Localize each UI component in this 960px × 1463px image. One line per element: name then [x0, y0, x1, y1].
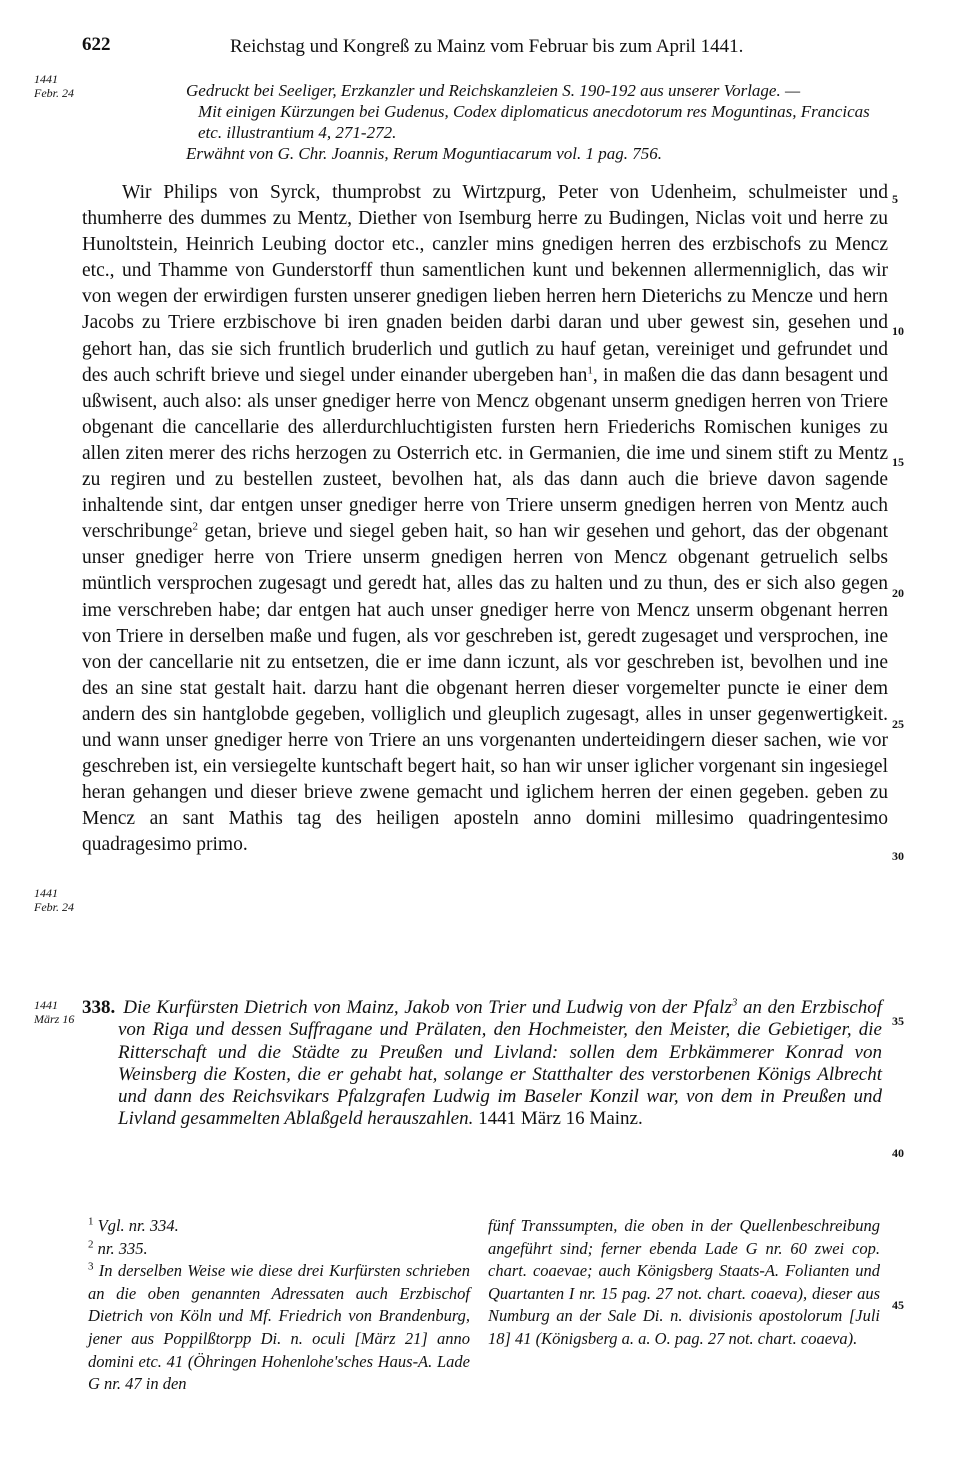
footnote-text: nr. 335.: [97, 1238, 148, 1258]
footnote-mark: 3: [88, 1260, 94, 1273]
body-text-part2: , in maßen die das dann besagent und ußwisent, auch also: als unser gnediger herre von Mencz obgenant unserm gnedigen herren von Triere obgenant die cancellarie des allerdurchluchtigisten fursten hern Friederichs Romischen kuniges zu allen ziten merer des richs herzogen zu Osterrich etc. in Germanien, die ime und sinem stift zu Mentz zu regiren und zu bestellen zusteet, bevolhen hat, als das dann auch die brieve davon sagende inhaltende sint, dar entgen unser gnediger herre von Triere unserm gnedigen herren von Mentz auch verschribunge: [82, 364, 888, 543]
footnote-text: In derselben Weise wie diese drei Kurfürsten schrieben an die oben genannten Adressaten auch Erzbischof Dietrich von Köln und Mf. Friedrich von Brandenburg, jener aus Poppilßtorpp Di. n. oculi [März 21] anno domini etc. 41 (Öhringen Hohenlohe'sches Haus-A. Lade G nr. 47 in den: [88, 1261, 471, 1394]
footnote-mark: 1: [88, 1215, 94, 1228]
footnote-1: [74, 1215, 470, 1238]
margin-day: März 16: [34, 1012, 75, 1026]
footnote-text: Vgl. nr. 334.: [97, 1216, 179, 1235]
line-number-5: 5: [892, 192, 898, 206]
line-number-25: 25: [892, 717, 904, 731]
margin-year: 1441: [34, 886, 58, 900]
entry-338: [82, 997, 882, 1131]
source-line-excerpt: Mit einigen Kürzungen bei Gudenus, Codex diplomaticus anecdotorum res Moguntinas, Francicas etc. illustrantium 4, 271-272.: [198, 102, 870, 142]
body-paragraph: [82, 180, 888, 858]
body-text-part3: getan, brieve und siegel geben hait, so han wir gesehen und gehort, das der obgenant unser gnediger herre von Triere unserm gnedigen herren von Mencz obgenant getruelich selbs müntlich versprochen zugesagt und geredt hat, alles das zu halten und zu thun, des er sich also gegen ime verschreben habe; dar entgen hat auch unser gnediger herre von Mencz unserm obgenant herren von Triere in derselben maße und fugen, als vor geschreben ist, geredt zugesaget und versprochen, ine von der cancellarie nit zu entsetzen, die er ime dann iczunt, als vor geschreben ist, bevolhen und ine des an sine stat gestalt hait. darzu hant die obgenant herren dieser vorgemelter puncte ie einer dem andern des sin hantglobde gegeben, volliglich und gleuplich zugesagt, alles in unser gegenwertigkeit. und wann unser gnediger herre von Triere an uns vorgenanten underteidingern dieser sachen, wie vor geschreben ist, ein versiegelte kuntschaft begert hait, so han wir unser iglicher vorgenant sin ingesiegel heran gehangen und dieser brieve zwene gemacht und iglichem herren der einen gegeben. geben zu Mencz an sant Mathis tag des heiligen aposteln anno domini millesimo quadringentesimo quadragesimo primo.: [82, 521, 888, 856]
footnote-2: [74, 1238, 470, 1261]
margin-year: 1441: [34, 998, 58, 1012]
entry-text-cont: an den Erzbischof von Riga und dessen Suffragane und Prälaten, den Hochmeister, den Meister, die Gebietiger, die Ritterschaft und die Städte zu Preußen und Livland: sollen dem Erbkämmerer Konrad von Weinsberg die Kosten, die er gehabt hat, solange er Statthalter des verstorbenen Königs Albrecht und dann des Reichsvikars Pfalzgrafen Ludwig im Baseler Konzil war, von dem in Preußen und Livland gesammelten Ablaßgeld herauszahlen.: [118, 997, 882, 1130]
footnote-3: [74, 1260, 470, 1396]
footnotes-left-column: [74, 1215, 470, 1396]
body-text-part1: Wir Philips von Syrck, thumprobst zu Wirtzpurg, Peter von Udenheim, schulmeister und thumherre des dummes zu Mentz, Diether von Isemburg herre zu Budingen, Niclas voit und herre zu Hunoltstein, Heinrich Leubing doctor etc., canzler mins gnedigen herren des erzbischofs zu Mencz etc., und Thamme von Gunderstorff thun samentlichen kunt und bekennen allermenniglich, das wir von wegen der erwirdigen fursten unserer gnedigen lieben herren hern Dieterichs zu Mencze und hern Jacobs zu Triere erzbischove bi iren gnaden beiden darbi daran und uber gewest sin, gesehen und gehort han, das sie sich fruntlich bruderlich und gutlich zu hauf getan, vereiniget und gefrundet und des auch schrift brieve und siegel under einander ubergeben han: [82, 182, 888, 386]
margin-date-entry: [34, 998, 74, 1026]
page-number: 622: [82, 34, 111, 55]
entry-text: Die Kurfürsten Dietrich von Mainz, Jakob von Trier und Ludwig von der Pfalz: [123, 997, 732, 1018]
footnote-ref-2[interactable]: 2: [192, 520, 198, 533]
running-title: Reichstag und Kongreß zu Mainz vom Februar bis zum April 1441.: [230, 36, 744, 57]
entry-number: 338.: [82, 997, 116, 1018]
footnote-ref-3[interactable]: 3: [731, 996, 738, 1009]
source-line-printed: Gedruckt bei Seeliger, Erzkanzler und Reichskanzleien S. 190-192 aus unserer Vorlage. —: [186, 81, 801, 100]
line-number-45: 45: [892, 1298, 904, 1312]
document-body: [82, 180, 888, 858]
margin-date-top: [34, 72, 74, 100]
entry-regest: [82, 997, 882, 1131]
margin-day: Febr. 24: [34, 900, 74, 914]
line-number-30: 30: [892, 849, 904, 863]
footnote-3-continued: fünf Transsumpten, die oben in der Quellenbeschreibung angeführt sind; ferner ebenda Lade G nr. 60 zwei cop. chart. coaevae; auch Königsberg Staats-A. Folianten und Quartanten I nr. 15 pag. 27 not. chart. coaeva), dieser aus Numburg an der Sale Di. n. divisionis apostolorum [Juli 18] 41 (Königsberg a. a. O. pag. 27 not. chart. coaeva).: [488, 1216, 880, 1348]
footnotes-right-column: [488, 1215, 880, 1351]
footnote-ref-1[interactable]: 1: [587, 364, 593, 377]
line-number-10: 10: [892, 324, 904, 338]
line-number-15: 15: [892, 455, 904, 469]
page-header: [82, 34, 892, 64]
footnote-mark: 2: [88, 1238, 94, 1251]
line-number-20: 20: [892, 586, 904, 600]
line-number-35: 35: [892, 1014, 904, 1028]
entry-date: 1441 März 16 Mainz.: [478, 1108, 643, 1130]
margin-year: 1441: [34, 72, 58, 86]
line-number-40: 40: [892, 1146, 904, 1160]
source-line-mentioned: Erwähnt von G. Chr. Joannis, Rerum Moguntiacarum vol. 1 pag. 756.: [186, 144, 662, 163]
margin-day: Febr. 24: [34, 86, 74, 100]
margin-date-mid: [34, 886, 74, 914]
source-notes: [186, 80, 896, 164]
